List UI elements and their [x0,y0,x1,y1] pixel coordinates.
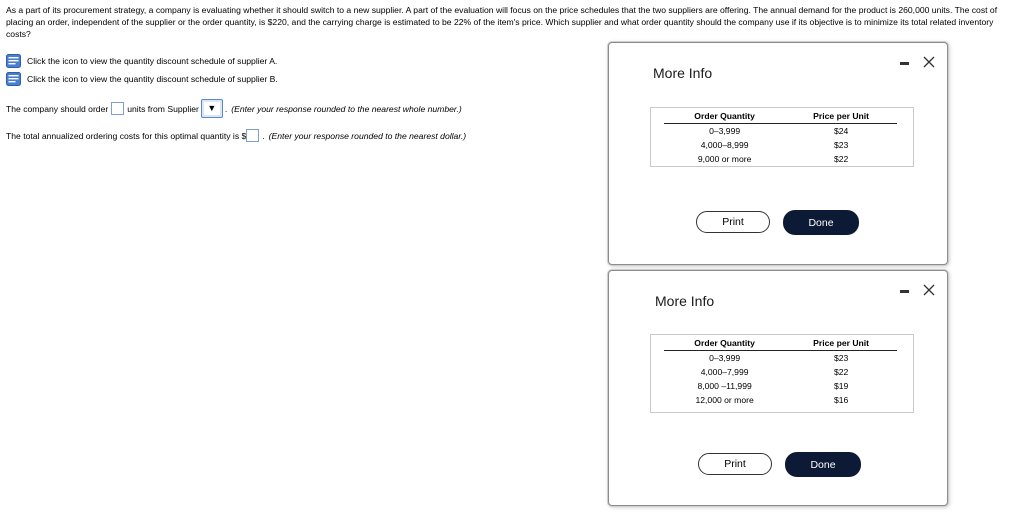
answer-row-cost [6,129,466,142]
answer1-suffix: . [224,103,228,114]
cell-quantity: 4,000–7,999 [700,367,749,377]
table-row [664,124,897,139]
discount-schedule-table [650,334,914,413]
cell-quantity: 4,000–8,999 [700,140,749,150]
table-row [664,365,897,379]
cell-price: $23 [833,140,849,150]
cell-price: $16 [833,395,849,405]
header-price-per-unit: Price per Unit [785,108,897,124]
minimize-icon[interactable] [900,290,909,293]
done-button[interactable]: Done [785,452,861,477]
table-row [664,393,897,407]
cell-price: $23 [833,353,849,363]
document-icon[interactable] [6,72,21,86]
cell-quantity: 9,000 or more [697,154,752,164]
table-row [664,138,897,152]
dialog-title: More Info [655,293,715,309]
supplier-b-dialog [608,270,948,506]
cell-quantity: 0–3,999 [709,353,741,363]
table-header-row [664,335,897,351]
print-button[interactable]: Print [696,211,770,233]
dialog-title: More Info [653,65,713,81]
answer-row-quantity [6,99,462,118]
header-price-per-unit: Price per Unit [785,335,897,351]
cell-price: $24 [833,126,849,136]
answer1-hint: (Enter your response rounded to the nearest whole number.) [231,103,462,114]
table-row [664,379,897,393]
cell-price: $22 [833,367,849,377]
cell-price: $19 [833,381,849,391]
close-icon[interactable] [923,284,935,296]
header-order-quantity: Order Quantity [664,335,785,351]
question-text: As a part of its procurement strategy, a company is evaluating whether it should switch to a new supplier. A part of the evaluation will focus on the price schedules that the two suppliers are offering. The annual demand for the product is 260,000 units. The cost of placing an order, independent of the supplier or the order quantity, is $220, and the carrying charge is estimated to be 22% of the item's price. Which supplier and what order quantity should the company use if its objective is to minimize its total related inventory costs? [6,5,998,39]
cell-price: $22 [833,154,849,164]
cell-quantity: 12,000 or more [695,395,754,405]
supplier-b-link-label: Click the icon to view the quantity discount schedule of supplier B. [27,74,278,84]
answer1-prefix: The company should order [6,103,109,114]
supplier-a-link[interactable] [6,53,277,69]
answer2-suffix: . [262,130,265,141]
document-icon[interactable] [6,54,21,68]
supplier-a-link-label: Click the icon to view the quantity discount schedule of supplier A. [27,56,278,66]
supplier-dropdown[interactable] [201,99,223,118]
cell-quantity: 0–3,999 [709,126,741,136]
print-button[interactable]: Print [698,453,772,475]
supplier-b-link[interactable] [6,71,278,87]
table-row [664,351,897,366]
order-quantity-input[interactable] [111,102,124,115]
answer2-hint: (Enter your response rounded to the nearest dollar.) [268,130,467,141]
table-header-row [664,108,897,124]
ordering-cost-input[interactable] [246,129,259,142]
supplier-a-dialog [608,42,948,265]
close-icon[interactable] [923,56,935,68]
discount-schedule-table [650,107,914,167]
cell-quantity: 8,000 –11,999 [697,381,752,391]
dropdown-arrow-icon: ▼ [207,103,217,113]
minimize-icon[interactable] [900,62,909,65]
header-order-quantity: Order Quantity [664,108,785,124]
answer1-middle: units from Supplier [127,103,199,114]
table-row [664,152,897,166]
done-button[interactable]: Done [783,210,859,235]
answer2-prefix: The total annualized ordering costs for this optimal quantity is $ [6,130,247,141]
